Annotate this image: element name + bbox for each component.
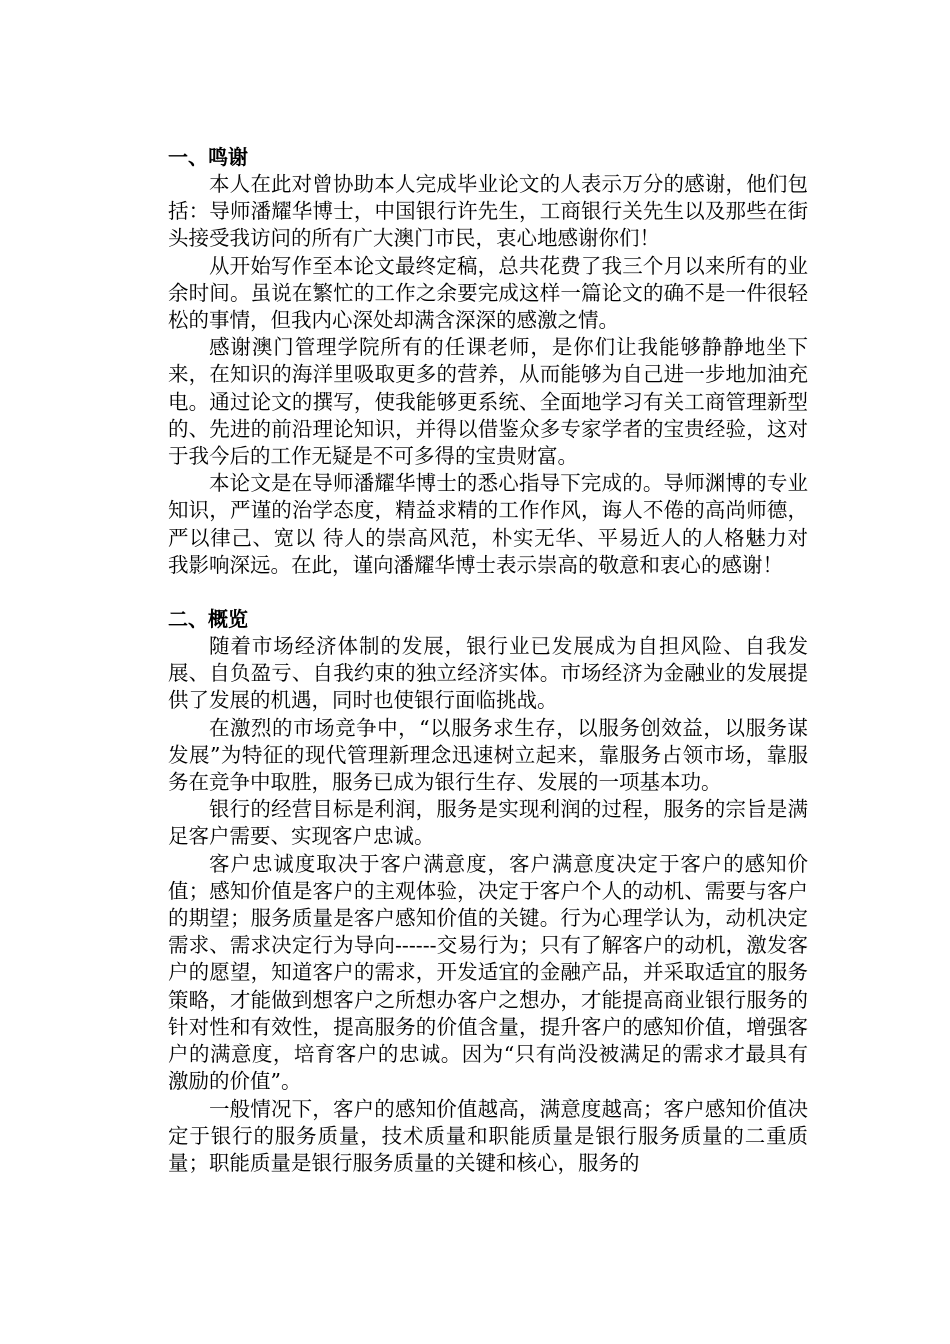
paragraph: 一般情况下，客户的感知价值越高，满意度越高；客户感知价值决定于银行的服务质量，技术质量和职能质量是银行服务质量的二重质量；职能质量是银行服务质量的关键和核心，服务的 [168, 1096, 808, 1175]
paragraph: 本论文是在导师潘耀华博士的悉心指导下完成的。导师渊博的专业知识，严谨的治学态度，精益求精的工作作风，诲人不倦的高尚师德，严以律己、宽以 待人的崇高风范，朴实无华、平易近人的人格魅力对我影响深远。在此，谨向潘耀华博士表示崇高的敬意和衷心的感谢！ [168, 471, 808, 577]
paragraph: 从开始写作至本论文最终定稿，总共花费了我三个月以来所有的业余时间。虽说在繁忙的工作之余要完成这样一篇论文的确不是一件很轻松的事情，但我内心深处却满含深深的感激之情。 [168, 253, 808, 333]
paragraph: 本人在此对曾协助本人完成毕业论文的人表示万分的感谢，他们包括：导师潘耀华博士，中国银行许先生，工商银行关先生以及那些在街头接受我访问的所有广大澳门市民，衷心地感谢你们！ [168, 172, 808, 251]
section-spacer [168, 579, 808, 606]
section-acknowledgement [168, 144, 808, 579]
paragraph: 随着市场经济体制的发展，银行业已发展成为自担风险、自我发展、自负盈亏、自我约束的独立经济实体。市场经济为金融业的发展提供了发展的机遇，同时也使银行面临挑战。 [168, 634, 808, 713]
section-overview [168, 606, 808, 1177]
paragraph: 客户忠诚度取决于客户满意度，客户满意度决定于客户的感知价值；感知价值是客户的主观体验，决定于客户个人的动机、需要与客户的期望；服务质量是客户感知价值的关键。行为心理学认为，动机决定需求、需求决定行为导向------交易行为；只有了解客户的动机，激发客户的愿望，知道客户的需求，开发适宜的金融产品，并采取适宜的服务策略，才能做到想客户之所想办客户之想办，才能提高商业银行服务的针对性和有效性，提高服务的价值含量，提升客户的感知价值，增强客户的满意度，培育客户的忠诚。因为“只有尚没被满足的需求才最具有激励的价值”。 [168, 851, 808, 1094]
paragraph: 银行的经营目标是利润，服务是实现利润的过程，服务的宗旨是满足客户需要、实现客户忠诚。 [168, 797, 808, 849]
paragraph: 感谢澳门管理学院所有的任课老师，是你们让我能够静静地坐下来，在知识的海洋里吸取更多的营养，从而能够为自己进一步地加油充电。通过论文的撰写，使我能够更系统、全面地学习有关工商管理新型的、先进的前沿理论知识，并得以借鉴众多专家学者的宝贵经验，这对于我今后的工作无疑是不可多得的宝贵财富。 [168, 335, 808, 469]
paragraph: 在激烈的市场竞争中，“以服务求生存，以服务创效益，以服务谋发展”为特征的现代管理新理念迅速树立起来，靠服务占领市场，靠服务在竞争中取胜，服务已成为银行生存、发展的一项基本功。 [168, 715, 808, 795]
section-title: 二、概览 [168, 607, 248, 632]
section-title: 一、鸣谢 [168, 145, 248, 169]
document-page [168, 144, 808, 1177]
